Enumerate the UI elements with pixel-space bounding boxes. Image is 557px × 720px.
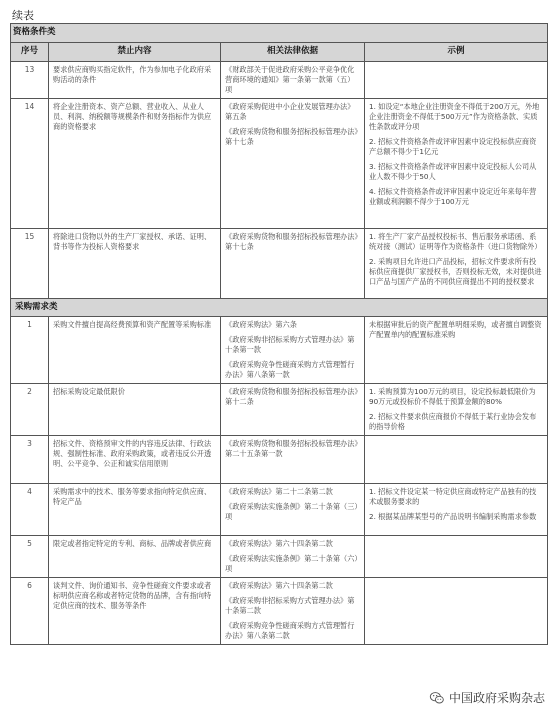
table-row xyxy=(11,536,548,578)
section-row-qualification xyxy=(11,24,548,43)
example-cell xyxy=(365,62,548,99)
legal-basis-item: 《政府采购非招标采购方式管理办法》第十条第一款 xyxy=(225,335,355,354)
legal-basis-item: 《政府采购法实施条例》第二十条第（三）项 xyxy=(225,502,358,521)
column-header-basis: 相关法律依据 xyxy=(221,43,365,62)
legal-basis-cell xyxy=(221,229,365,299)
legal-basis-item: 《政府采购非招标采购方式管理办法》第十条第二款 xyxy=(225,596,355,615)
qualification-rows xyxy=(11,62,548,299)
example-item: 1. 将生产厂家产品授权投标书、售后服务承诺函、系统对接（测试）证明等作为资格条件（进口货物除外） xyxy=(369,232,542,251)
wechat-icon xyxy=(429,690,445,706)
demand-rows xyxy=(11,317,548,645)
example-cell xyxy=(365,229,548,299)
legal-basis-item: 《政府采购货物和服务招标投标管理办法》第十七条 xyxy=(225,127,358,146)
row-number: 6 xyxy=(11,578,49,645)
row-number: 13 xyxy=(11,62,49,99)
row-number: 14 xyxy=(11,99,49,229)
example-item: 1. 如设定“本地企业注册资金不得低于200万元，外地企业注册资金不得低于500万元”作为资格条款、实质性条款或评分项 xyxy=(369,102,540,131)
legal-basis-item: 《政府采购货物和服务招标投标管理办法》第十七条 xyxy=(225,232,358,251)
example-item: 1. 招标文件设定某一特定供应商或特定产品独有的技术或服务要求的 xyxy=(369,487,537,506)
legal-basis-item: 《政府采购竞争性磋商采购方式管理暂行办法》第八条第一款 xyxy=(225,360,355,379)
section-title-qualification: 资格条件类 xyxy=(11,24,548,43)
legal-basis-item: 《政府采购法实施条例》第二十条第（六）项 xyxy=(225,554,358,573)
legal-basis-cell xyxy=(221,99,365,229)
legal-basis-item: 《政府采购法》第六条 xyxy=(225,320,297,329)
legal-basis-item: 《财政部关于促进政府采购公平竞争优化营商环境的通知》第一条第一款第（五）项 xyxy=(225,65,355,94)
prohibited-content-cell: 招标文件、资格预审文件的内容违反法律、行政法规、强制性标准、政府采购政策，或者违反公开透明、公平竞争、公正和诚实信用原则 xyxy=(49,436,221,484)
column-header-num: 序号 xyxy=(11,43,49,62)
example-item: 2. 根据某品牌某型号的产品说明书编制采购需求参数 xyxy=(369,512,537,521)
prohibited-content-cell: 将企业注册资本、资产总额、营业收入、从业人员、利润、纳税额等规模条件和财务指标作为供应商的资格要求 xyxy=(49,99,221,229)
example-cell xyxy=(365,384,548,436)
watermark-text: 中国政府采购杂志 xyxy=(448,691,545,705)
section-title-demand: 采购需求类 xyxy=(11,299,548,317)
example-cell xyxy=(365,436,548,484)
watermark xyxy=(427,688,547,707)
prohibited-content-table xyxy=(10,23,548,645)
example-item: 2. 招标文件要求供应商报价不得低于某行业协会发布的指导价格 xyxy=(369,412,537,431)
legal-basis-cell xyxy=(221,384,365,436)
table-row xyxy=(11,578,548,645)
column-header-row xyxy=(11,43,548,62)
prohibited-content-cell: 采购需求中的技术、服务等要求指向特定供应商、特定产品 xyxy=(49,484,221,536)
row-number: 15 xyxy=(11,229,49,299)
legal-basis-cell xyxy=(221,436,365,484)
row-number: 5 xyxy=(11,536,49,578)
legal-basis-cell xyxy=(221,62,365,99)
row-number: 1 xyxy=(11,317,49,384)
legal-basis-item: 《政府采购货物和服务招标投标管理办法》第二十五条第一款 xyxy=(225,439,358,458)
legal-basis-item: 《政府采购竞争性磋商采购方式管理暂行办法》第八条第二款 xyxy=(225,621,355,640)
row-number: 2 xyxy=(11,384,49,436)
legal-basis-item: 《政府采购法》第六十四条第二款 xyxy=(225,581,333,590)
prohibited-content-cell: 谈判文件、询价通知书、竞争性磋商文件要求或者标明供应商名称或者特定货物的品牌，含有指向特定供应商的技术、服务等条件 xyxy=(49,578,221,645)
legal-basis-cell xyxy=(221,578,365,645)
section-row-demand xyxy=(11,299,548,317)
example-cell xyxy=(365,536,548,578)
example-cell xyxy=(365,578,548,645)
column-header-example: 示例 xyxy=(365,43,548,62)
prohibited-content-cell: 招标采购设定最低限价 xyxy=(49,384,221,436)
prohibited-content-cell: 限定或者指定特定的专利、商标、品牌或者供应商 xyxy=(49,536,221,578)
legal-basis-item: 《政府采购法》第六十四条第二款 xyxy=(225,539,333,548)
example-item: 1. 采购预算为100万元的项目，设定投标最低限价为90万元或投标价不得低于预算金额的80% xyxy=(369,387,536,406)
legal-basis-cell xyxy=(221,536,365,578)
legal-basis-cell xyxy=(221,484,365,536)
legal-basis-item: 《政府采购促进中小企业发展管理办法》第五条 xyxy=(225,102,355,121)
row-number: 3 xyxy=(11,436,49,484)
table-row xyxy=(11,384,548,436)
example-cell xyxy=(365,99,548,229)
example-item: 未根据审批后的资产配置单明细采购，或者擅自调整资产配置单内的配置标准采购 xyxy=(369,320,542,339)
example-item: 2. 招标文件资格条件或评审因素中设定投标供应商资产总额不得少于1亿元 xyxy=(369,137,537,156)
table-row xyxy=(11,99,548,229)
example-item: 2. 采购项目允许进口产品投标，招标文件要求所有投标供应商提供厂家授权书，否则投标无效，未对提供进口产品与国产产品的不同供应商提出不同的授权要求 xyxy=(369,257,542,286)
legal-basis-cell xyxy=(221,317,365,384)
prohibited-content-cell: 采购文件擅自提高经费预算和资产配置等采购标准 xyxy=(49,317,221,384)
prohibited-content-cell: 将除进口货物以外的生产厂家授权、承诺、证明、背书等作为投标人资格要求 xyxy=(49,229,221,299)
table-row xyxy=(11,62,548,99)
row-number: 4 xyxy=(11,484,49,536)
example-cell xyxy=(365,317,548,384)
table-row xyxy=(11,317,548,384)
table-row xyxy=(11,484,548,536)
legal-basis-item: 《政府采购货物和服务招标投标管理办法》第十二条 xyxy=(225,387,358,406)
table-row xyxy=(11,229,548,299)
table-row xyxy=(11,436,548,484)
continued-label: 续表 xyxy=(12,9,34,22)
example-cell xyxy=(365,484,548,536)
column-header-content: 禁止内容 xyxy=(49,43,221,62)
example-item: 3. 招标文件资格条件或评审因素中设定投标人公司从业人数不得少于50人 xyxy=(369,162,537,181)
example-item: 4. 招标文件资格条件或评审因素中设定近年来每年营业额或利润额不得少于100万元 xyxy=(369,187,537,206)
prohibited-content-cell: 要求供应商购买指定软件，作为参加电子化政府采购活动的条件 xyxy=(49,62,221,99)
legal-basis-item: 《政府采购法》第二十二条第二款 xyxy=(225,487,333,496)
